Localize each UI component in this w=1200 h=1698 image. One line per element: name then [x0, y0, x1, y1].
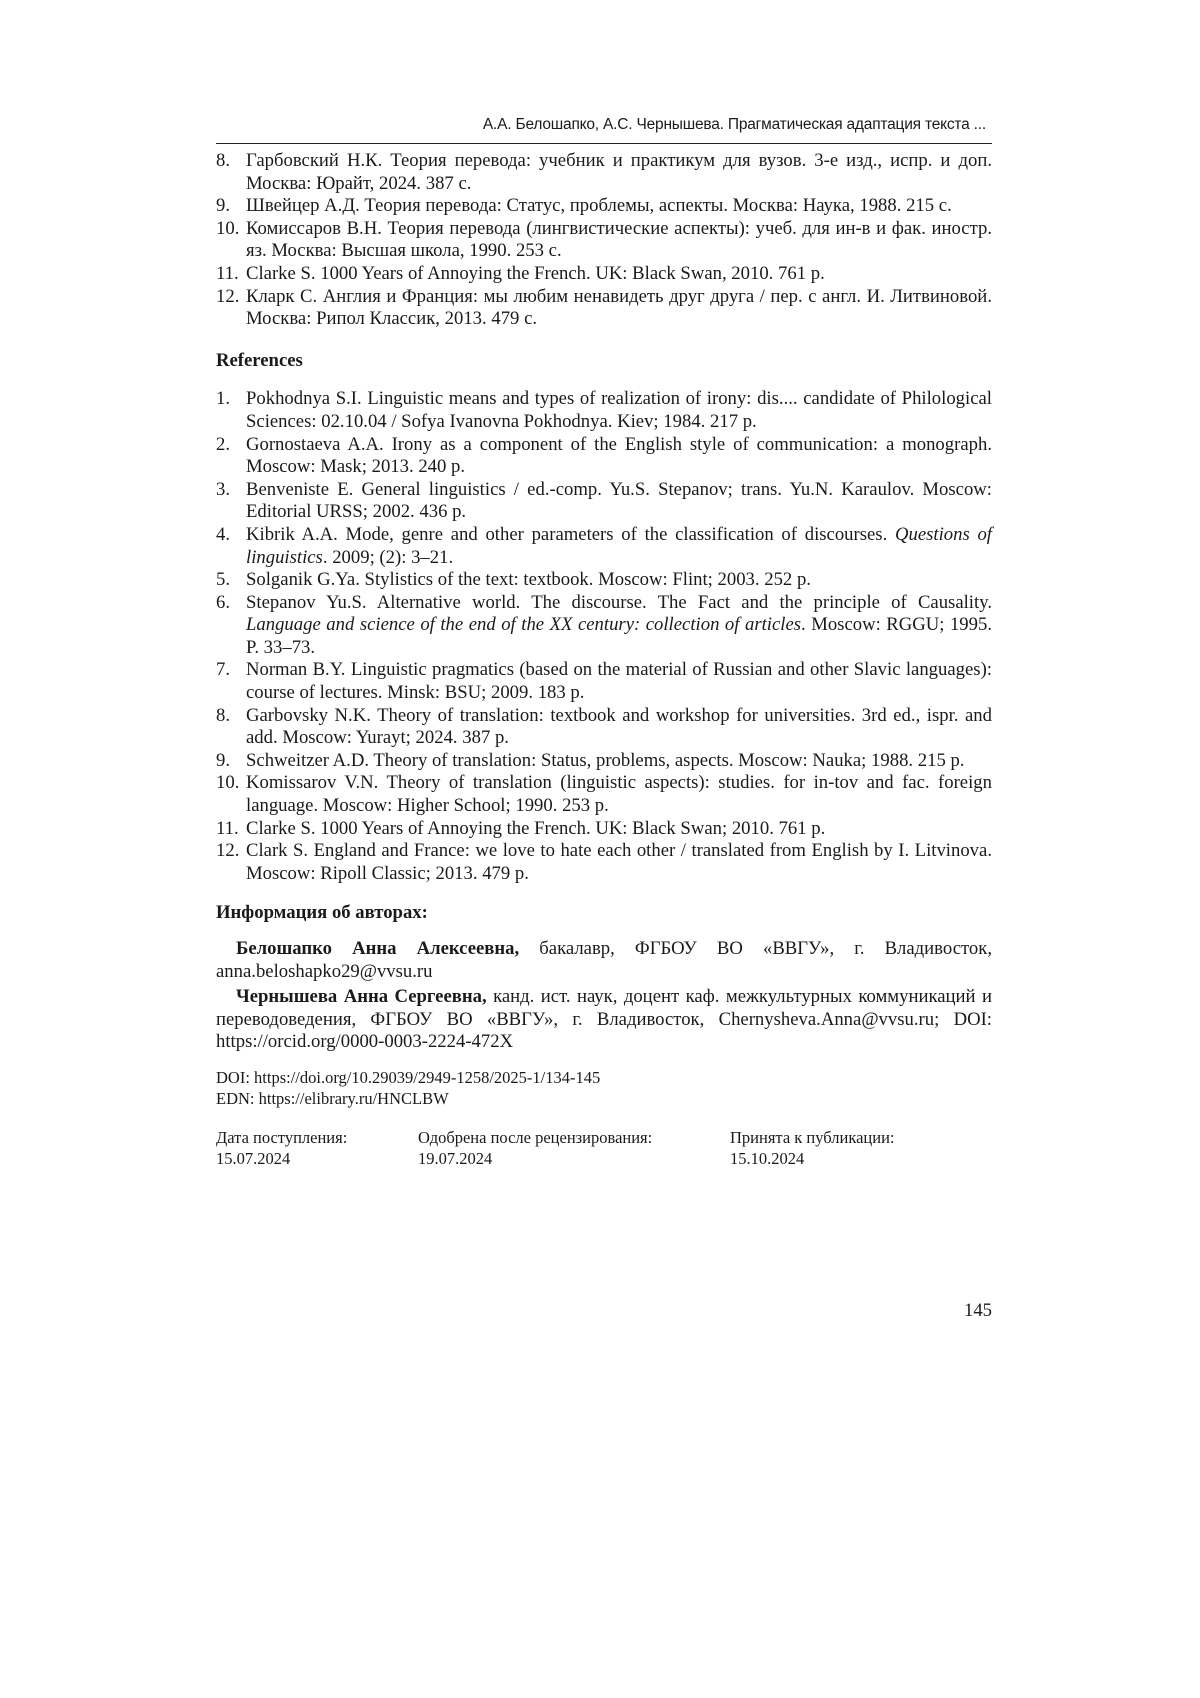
author-details: бакалавр, ФГБОУ ВО «ВВГУ», г. Владивосток, anna.beloshapko29@vvsu.ru	[216, 938, 993, 982]
list-item: 6. Stepanov Yu.S. Alternative world. The discourse. The Fact and the principle of Causality. Language and science of the end of the XX century: collection of articles. Moscow: RGGU; 1995. P. 33–73.	[216, 591, 992, 658]
page-content	[216, 150, 992, 1169]
list-item: 5. Solganik G.Ya. Stylistics of the text: textbook. Moscow: Flint; 2003. 252 p.	[216, 569, 811, 591]
author-info	[216, 986, 992, 1054]
list-item: 12. Clark S. England and France: we love to hate each other / translated from English by I. Litvinova. Moscow: Ripoll Classic; 2013. 479 p.	[216, 840, 992, 884]
list-item: 10. Комиссаров В.Н. Теория перевода (лингвистические аспекты): учеб. для ин-в и фак. иностр. яз. Москва: Высшая школа, 1990. 253 с.	[216, 217, 992, 262]
list-item: 10. Komissarov V.N. Theory of translation (linguistic aspects): studies. for in-tov and fac. foreign language. Moscow: Higher School; 1990. 253 p.	[216, 772, 992, 817]
doi-link: DOI: https://doi.org/10.29039/2949-1258/2025-1/134-145	[216, 1067, 601, 1087]
list-item: 8. Garbovsky N.K. Theory of translation: textbook and workshop for universities. 3rd ed., ispr. and add. Moscow: Yurayt; 2024. 387 p.	[216, 704, 992, 749]
authors-heading: Информация об авторах:	[216, 902, 428, 924]
received-date: Дата поступления: 15.07.2024	[216, 1127, 348, 1168]
header-rule	[216, 143, 992, 144]
author-details: канд. ист. наук, доцент каф. межкультурных коммуникаций и переводоведения, ФГБОУ ВО «ВВГУ», г. Владивосток, Chernysheva.Anna@vvsu.ru; DOI: https://orcid.org/0000-0003-2224-472X	[216, 986, 992, 1053]
list-item: 8. Гарбовский Н.К. Теория перевода: учебник и практикум для вузов. 3-е изд., испр. и доп. Москва: Юрайт, 2024. 387 с.	[216, 150, 992, 194]
list-item: 7. Norman B.Y. Linguistic pragmatics (based on the material of Russian and other Slavic languages): course of lectures. Minsk: BSU; 2009. 183 p.	[216, 659, 992, 704]
list-item: 12. Кларк С. Англия и Франция: мы любим ненавидеть друг друга / пер. с англ. И. Литвиновой. Москва: Рипол Классик, 2013. 479 с.	[216, 285, 992, 330]
list-item: 9. Швейцер А.Д. Теория перевода: Статус, проблемы, аспекты. Москва: Наука, 1988. 215 с.	[216, 195, 952, 217]
author-name: Белошапко Анна Алексеевна,	[236, 938, 520, 959]
references-list	[216, 388, 992, 885]
page-number: 145	[963, 1300, 992, 1321]
author-name: Чернышева Анна Сергеевна,	[236, 986, 487, 1008]
reviewed-date: Одобрена после рецензирования: 19.07.2024	[418, 1127, 653, 1168]
edn-link: EDN: https://elibrary.ru/HNCLBW	[216, 1088, 449, 1108]
publication-dates	[216, 1127, 992, 1169]
list-item: 9. Schweitzer A.D. Theory of translation: Status, problems, aspects. Moscow: Nauka; 1988. 215 p.	[216, 749, 965, 771]
literature-list-continued	[216, 150, 992, 331]
running-header: А.А. Белошапко, А.С. Чернышева. Прагматическая адаптация текста ...	[482, 116, 986, 133]
list-item: 11. Clarke S. 1000 Years of Annoying the French. UK: Black Swan, 2010. 761 p.	[216, 262, 825, 284]
list-item: 4. Kibrik A.A. Mode, genre and other parameters of the classification of discourses. Questions of linguistics. 2009; (2): 3–21.	[216, 523, 992, 568]
references-heading: References	[216, 349, 303, 371]
list-item: 3. Benveniste E. General linguistics / ed.-comp. Yu.S. Stepanov; trans. Yu.N. Karaulov. Moscow: Editorial URSS; 2002. 436 p.	[216, 478, 992, 523]
author-info	[216, 938, 992, 983]
accepted-date: Принята к публикации: 15.10.2024	[730, 1127, 895, 1168]
list-item: 2. Gornostaeva A.A. Irony as a component of the English style of communication: a monograph. Moscow: Mask; 2013. 240 p.	[216, 433, 992, 478]
list-item: 1. Pokhodnya S.I. Linguistic means and types of realization of irony: dis.... candidate of Philological Sciences: 02.10.04 / Sofya Ivanovna Pokhodnya. Kiev; 1984. 217 p.	[216, 388, 992, 432]
identifiers	[216, 1067, 992, 1109]
list-item: 11. Clarke S. 1000 Years of Annoying the French. UK: Black Swan; 2010. 761 p.	[216, 817, 826, 839]
